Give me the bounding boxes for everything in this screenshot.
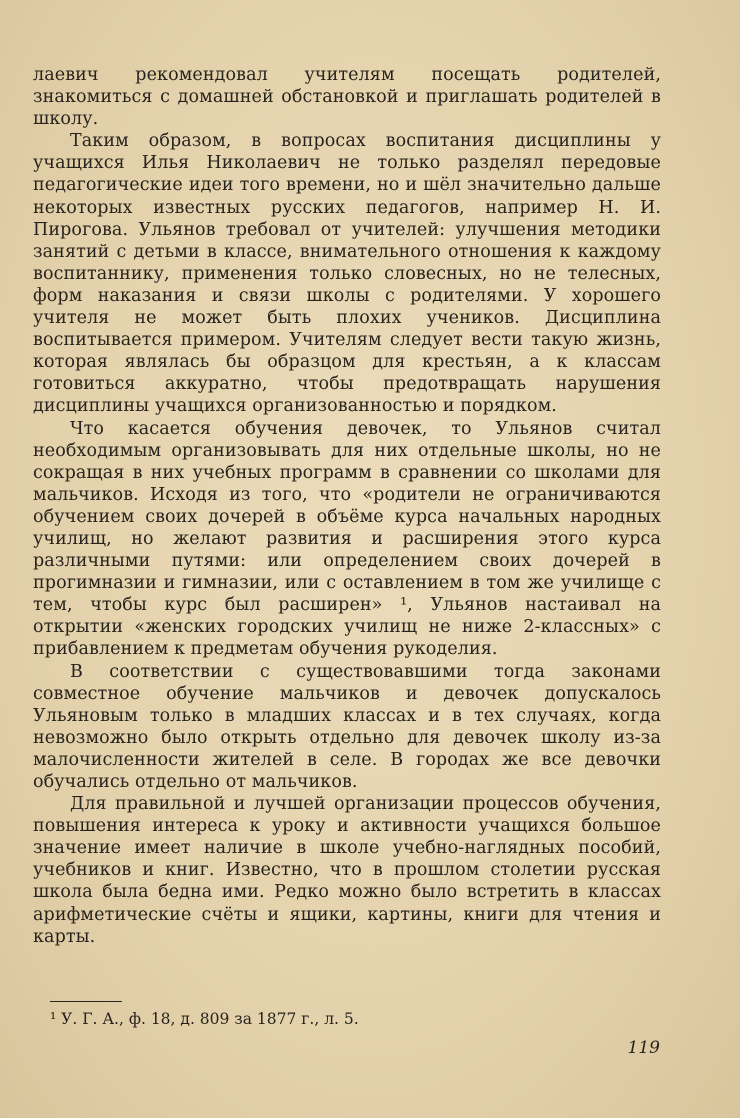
paragraph-girls-education: Что касается обучения девочек, то Ульянов считал необходимым организовывать для них отдельные школы, но не сокращая в них учебных программ в сравнении со школами для мальчиков. Исходя из того, что «родители не ограничиваются обучением своих дочерей в объёме курса начальных народных училищ, но желают развития и расширения этого курса различными путями: или определением своих дочерей в прогимназии и гимназии, или с оставлением в том же училище с тем, чтобы курс был расширен» ¹, Ульянов настаивал на открытии «женских городских училищ не ниже 2-классных» с прибавлением к предметам обучения рукоделия. [33, 418, 661, 660]
paragraph-coeducation: В соответствии с существовавшими тогда законами совместное обучение мальчиков и девочек допускалось Ульяновым только в младших классах и в тех случаях, когда невозможно было открыть отдельно для девочек школу из-за малочисленности жителей в селе. В городах же все девочки обучались отдельно от мальчиков. [33, 661, 661, 792]
footnote-rule [50, 1001, 122, 1002]
paragraph-continuation: лаевич рекомендовал учителям посещать родителей, знакомиться с домашней обстановкой и приглашать родителей в школу. [33, 65, 661, 130]
page-number: 119 [627, 1038, 660, 1058]
footnote: ¹ У. Г. А., ф. 18, д. 809 за 1877 г., л. 5. [50, 1010, 359, 1028]
body-text [33, 64, 661, 948]
paragraph-teaching-aids: Для правильной и лучшей организации процессов обучения, повышения интереса к уроку и активности учащихся большое значение имеет наличие в школе учебно-наглядных пособий, учебников и книг. Известно, что в прошлом столетии русская школа была бедна ими. Редко можно было встретить в классах арифметические счёты и ящики, картины, книги для чтения и карты. [33, 794, 661, 947]
paragraph-discipline: Таким образом, в вопросах воспитания дисциплины у учащихся Илья Николаевич не только разделял передовые педагогические идеи того времени, но и шёл значительно дальше некоторых известных русских педагогов, например Н. И. Пирогова. Ульянов требовал от учителей: улучшения методики занятий с детьми в классе, внимательного отношения к каждому воспитаннику, применения только словесных, но не телесных, форм наказания и связи школы с родителями. У хорошего учителя не может быть плохих учеников. Дисциплина воспитывается примером. Учителям следует вести такую жизнь, которая являлась бы образцом для крестьян, а к классам готовиться аккуратно, чтобы предотвращать нарушения дисциплины учащихся организованностью и порядком. [33, 131, 661, 417]
